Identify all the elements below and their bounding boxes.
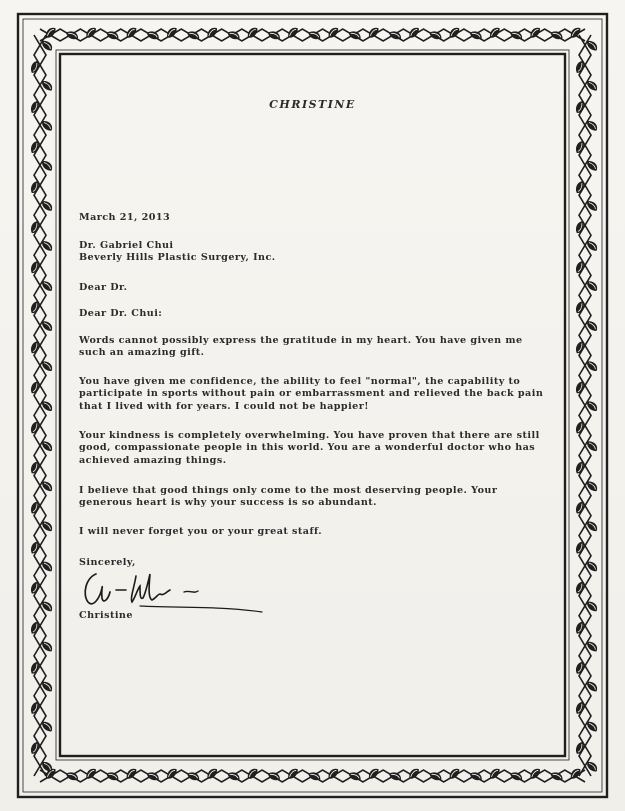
- handwritten-signature-icon: [80, 568, 270, 616]
- recipient-block: [79, 240, 549, 265]
- salutation-full: Dear Dr. Chui:: [79, 308, 163, 319]
- letter-date: March 21, 2013: [79, 212, 171, 223]
- signer-name: Christine: [79, 610, 133, 621]
- body-paragraph-3: Your kindness is completely overwhelming. You have proven that there are still good, compassionate people in this world. You are a wonderful doctor who has achieved amazing things.: [79, 430, 540, 466]
- body-paragraph-4: I believe that good things only come to the most deserving people. Your generous heart is why your success is so abundant.: [79, 485, 498, 509]
- body-paragraph-1: Words cannot possibly express the gratitude in my heart. You have given me such an amazing gift.: [79, 335, 523, 359]
- recipient-company: Beverly Hills Plastic Surgery, Inc.: [79, 252, 276, 264]
- body-paragraph-5: I will never forget you or your great staff.: [79, 526, 323, 537]
- recipient-name: Dr. Gabriel Chui: [79, 240, 174, 251]
- salutation-short: Dear Dr.: [79, 282, 128, 293]
- closing-line: Sincerely,: [79, 557, 136, 568]
- body-paragraph-2: You have given me confidence, the ability to feel "normal", the capability to participate in sports without pain or embarrassment and relieved the back pain that I lived with for years. I could not be happier!: [79, 376, 544, 412]
- letterhead-name: CHRISTINE: [269, 98, 356, 111]
